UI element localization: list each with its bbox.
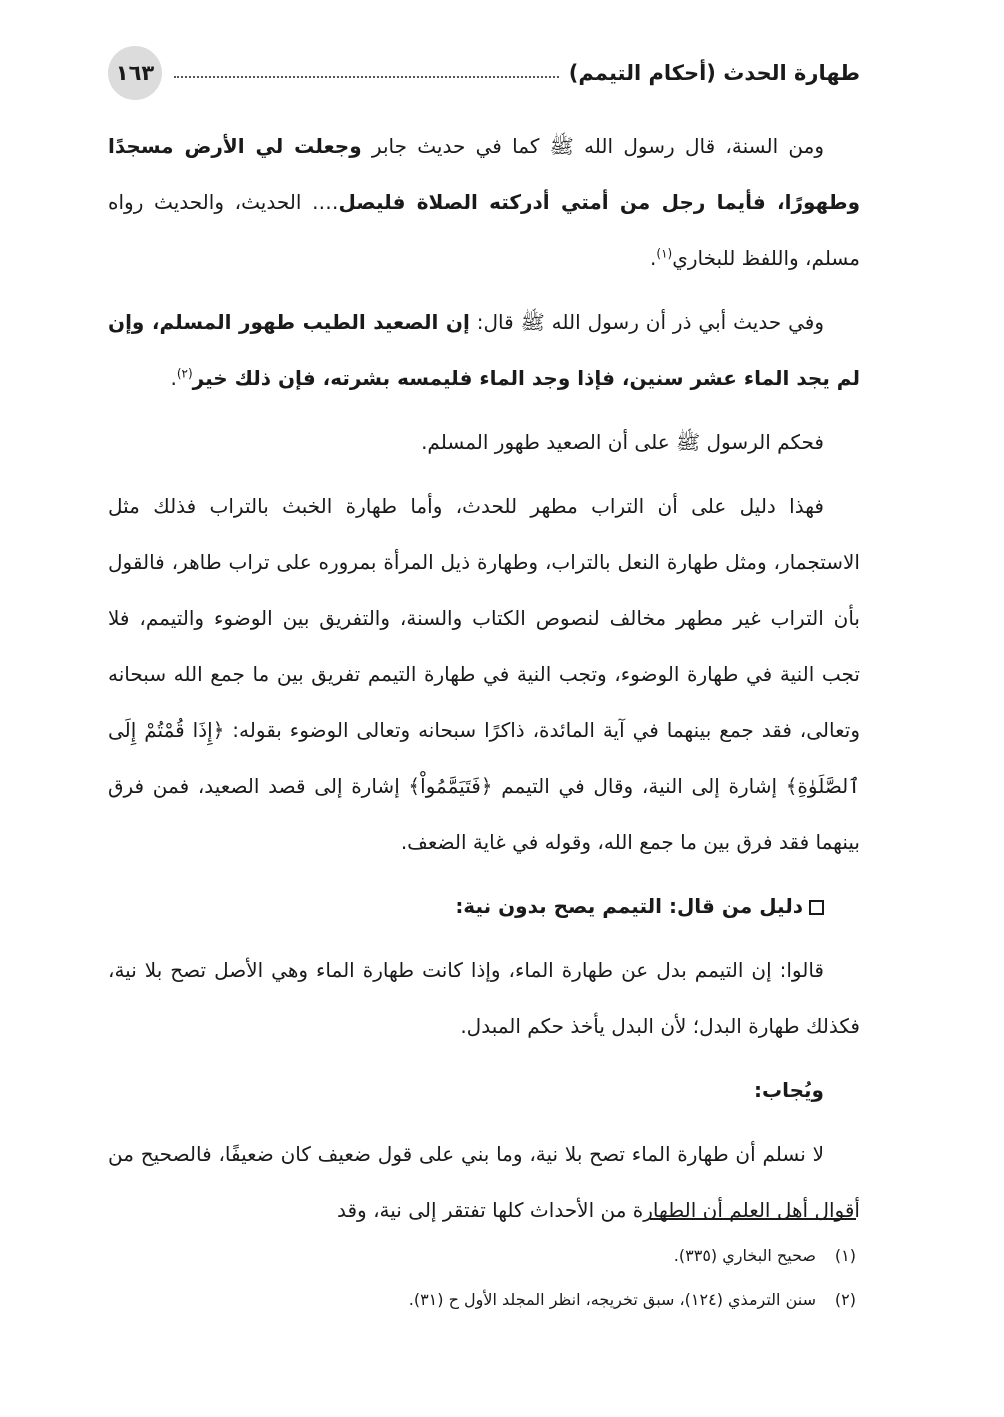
paragraph-5: قالوا: إن التيمم بدل عن طهارة الماء، وإذا كانت طهارة الماء وهي الأصل تصح بلا نية، فكذلك طهارة البدل؛ لأن البدل يأخذ حكم المبدل. bbox=[108, 958, 860, 1038]
page-header bbox=[108, 46, 860, 100]
footnote-number: (١) bbox=[834, 1246, 856, 1265]
footnote-text: سنن الترمذي (١٢٤)، سبق تخريجه، انظر المجلد الأول ح (٣١). bbox=[408, 1290, 816, 1309]
paragraph-1: ومن السنة، قال رسول الله ﷺ كما في حديث جابر وجعلت لي الأرض مسجدًا وطهورًا، فأيما رجل من أمتي أدركته الصلاة فليصل…. الحديث، والحديث رواه مسلم، واللفظ للبخاري$^{(١)}$. bbox=[108, 134, 861, 270]
hadith-text-bold: وجعلت لي الأرض مسجدًا وطهورًا، فأيما رجل من أمتي أدركته الصلاة فليصل bbox=[108, 134, 861, 214]
footnotes bbox=[108, 1234, 860, 1322]
paragraph-3: فحكم الرسول ﷺ على أن الصعيد طهور المسلم. bbox=[421, 430, 824, 454]
footnote-ref-1: (١) bbox=[656, 246, 673, 261]
running-title: طهارة الحدث (أحكام التيمم) bbox=[568, 61, 860, 85]
main-text bbox=[108, 118, 860, 1246]
page-number: ١٦٣ bbox=[108, 46, 162, 100]
paragraph-4: فهذا دليل على أن التراب مطهر للحدث، وأما طهارة الخبث بالتراب فذلك مثل الاستجمار، ومثل طهارة النعل بالتراب، وطهارة ذيل المرأة بمروره على تراب طاهر، فالقول بأن التراب غير مطهر مخالف لنصوص الكتاب والسنة، والتفريق بين الوضوء والتيمم، فلا تجب النية في طهارة الوضوء، وتجب النية في طهارة التيمم تفريق بين ما جمع الله سبحانه وتعالى، فقد جمع بينهما في آية المائدة، ذاكرًا سبحانه وتعالى الوضوء بقوله: ﴿إِذَا قُمْتُمْ إِلَى ٱلصَّلَوٰةِ﴾ إشارة إلى النية، وقال في التيمم ﴿فَتَيَمَّمُواْ﴾ إشارة إلى قصد الصعيد، فمن فرق بينهما فقد فرق بين ما جمع الله، وقوله في غاية الضعف. bbox=[108, 494, 860, 854]
footnote-1 bbox=[108, 1234, 860, 1278]
footnote-text: صحيح البخاري (٣٣٥). bbox=[673, 1246, 816, 1265]
header-dotted-leader bbox=[174, 76, 559, 78]
hadith-text-bold: إن الصعيد الطيب طهور المسلم، وإن لم يجد الماء عشر سنين، فإذا وجد الماء فليمسه بشرته، فإن ذلك خير bbox=[108, 310, 860, 390]
footnote-2 bbox=[108, 1278, 860, 1322]
footnote-separator bbox=[650, 1218, 856, 1220]
footnote-number: (٢) bbox=[834, 1290, 856, 1309]
checkbox-bullet-icon bbox=[809, 900, 824, 915]
section-heading-evidence: دليل من قال: التيمم يصح بدون نية: bbox=[108, 878, 860, 934]
section-heading-reply: ويُجاب: bbox=[754, 1078, 824, 1102]
footnote-ref-2: (٢) bbox=[176, 366, 193, 381]
paragraph-6: لا نسلم أن طهارة الماء تصح بلا نية، وما بني على قول ضعيف كان ضعيفًا، فالصحيح من أقوال أهل العلم أن الطهارة من الأحداث كلها تفتقر إلى نية، وقد bbox=[108, 1142, 860, 1222]
paragraph-2: وفي حديث أبي ذر أن رسول الله ﷺ قال: إن الصعيد الطيب طهور المسلم، وإن لم يجد الماء عشر سنين، فإذا وجد الماء فليمسه بشرته، فإن ذلك خير$^{(٢)}$. bbox=[108, 310, 860, 390]
